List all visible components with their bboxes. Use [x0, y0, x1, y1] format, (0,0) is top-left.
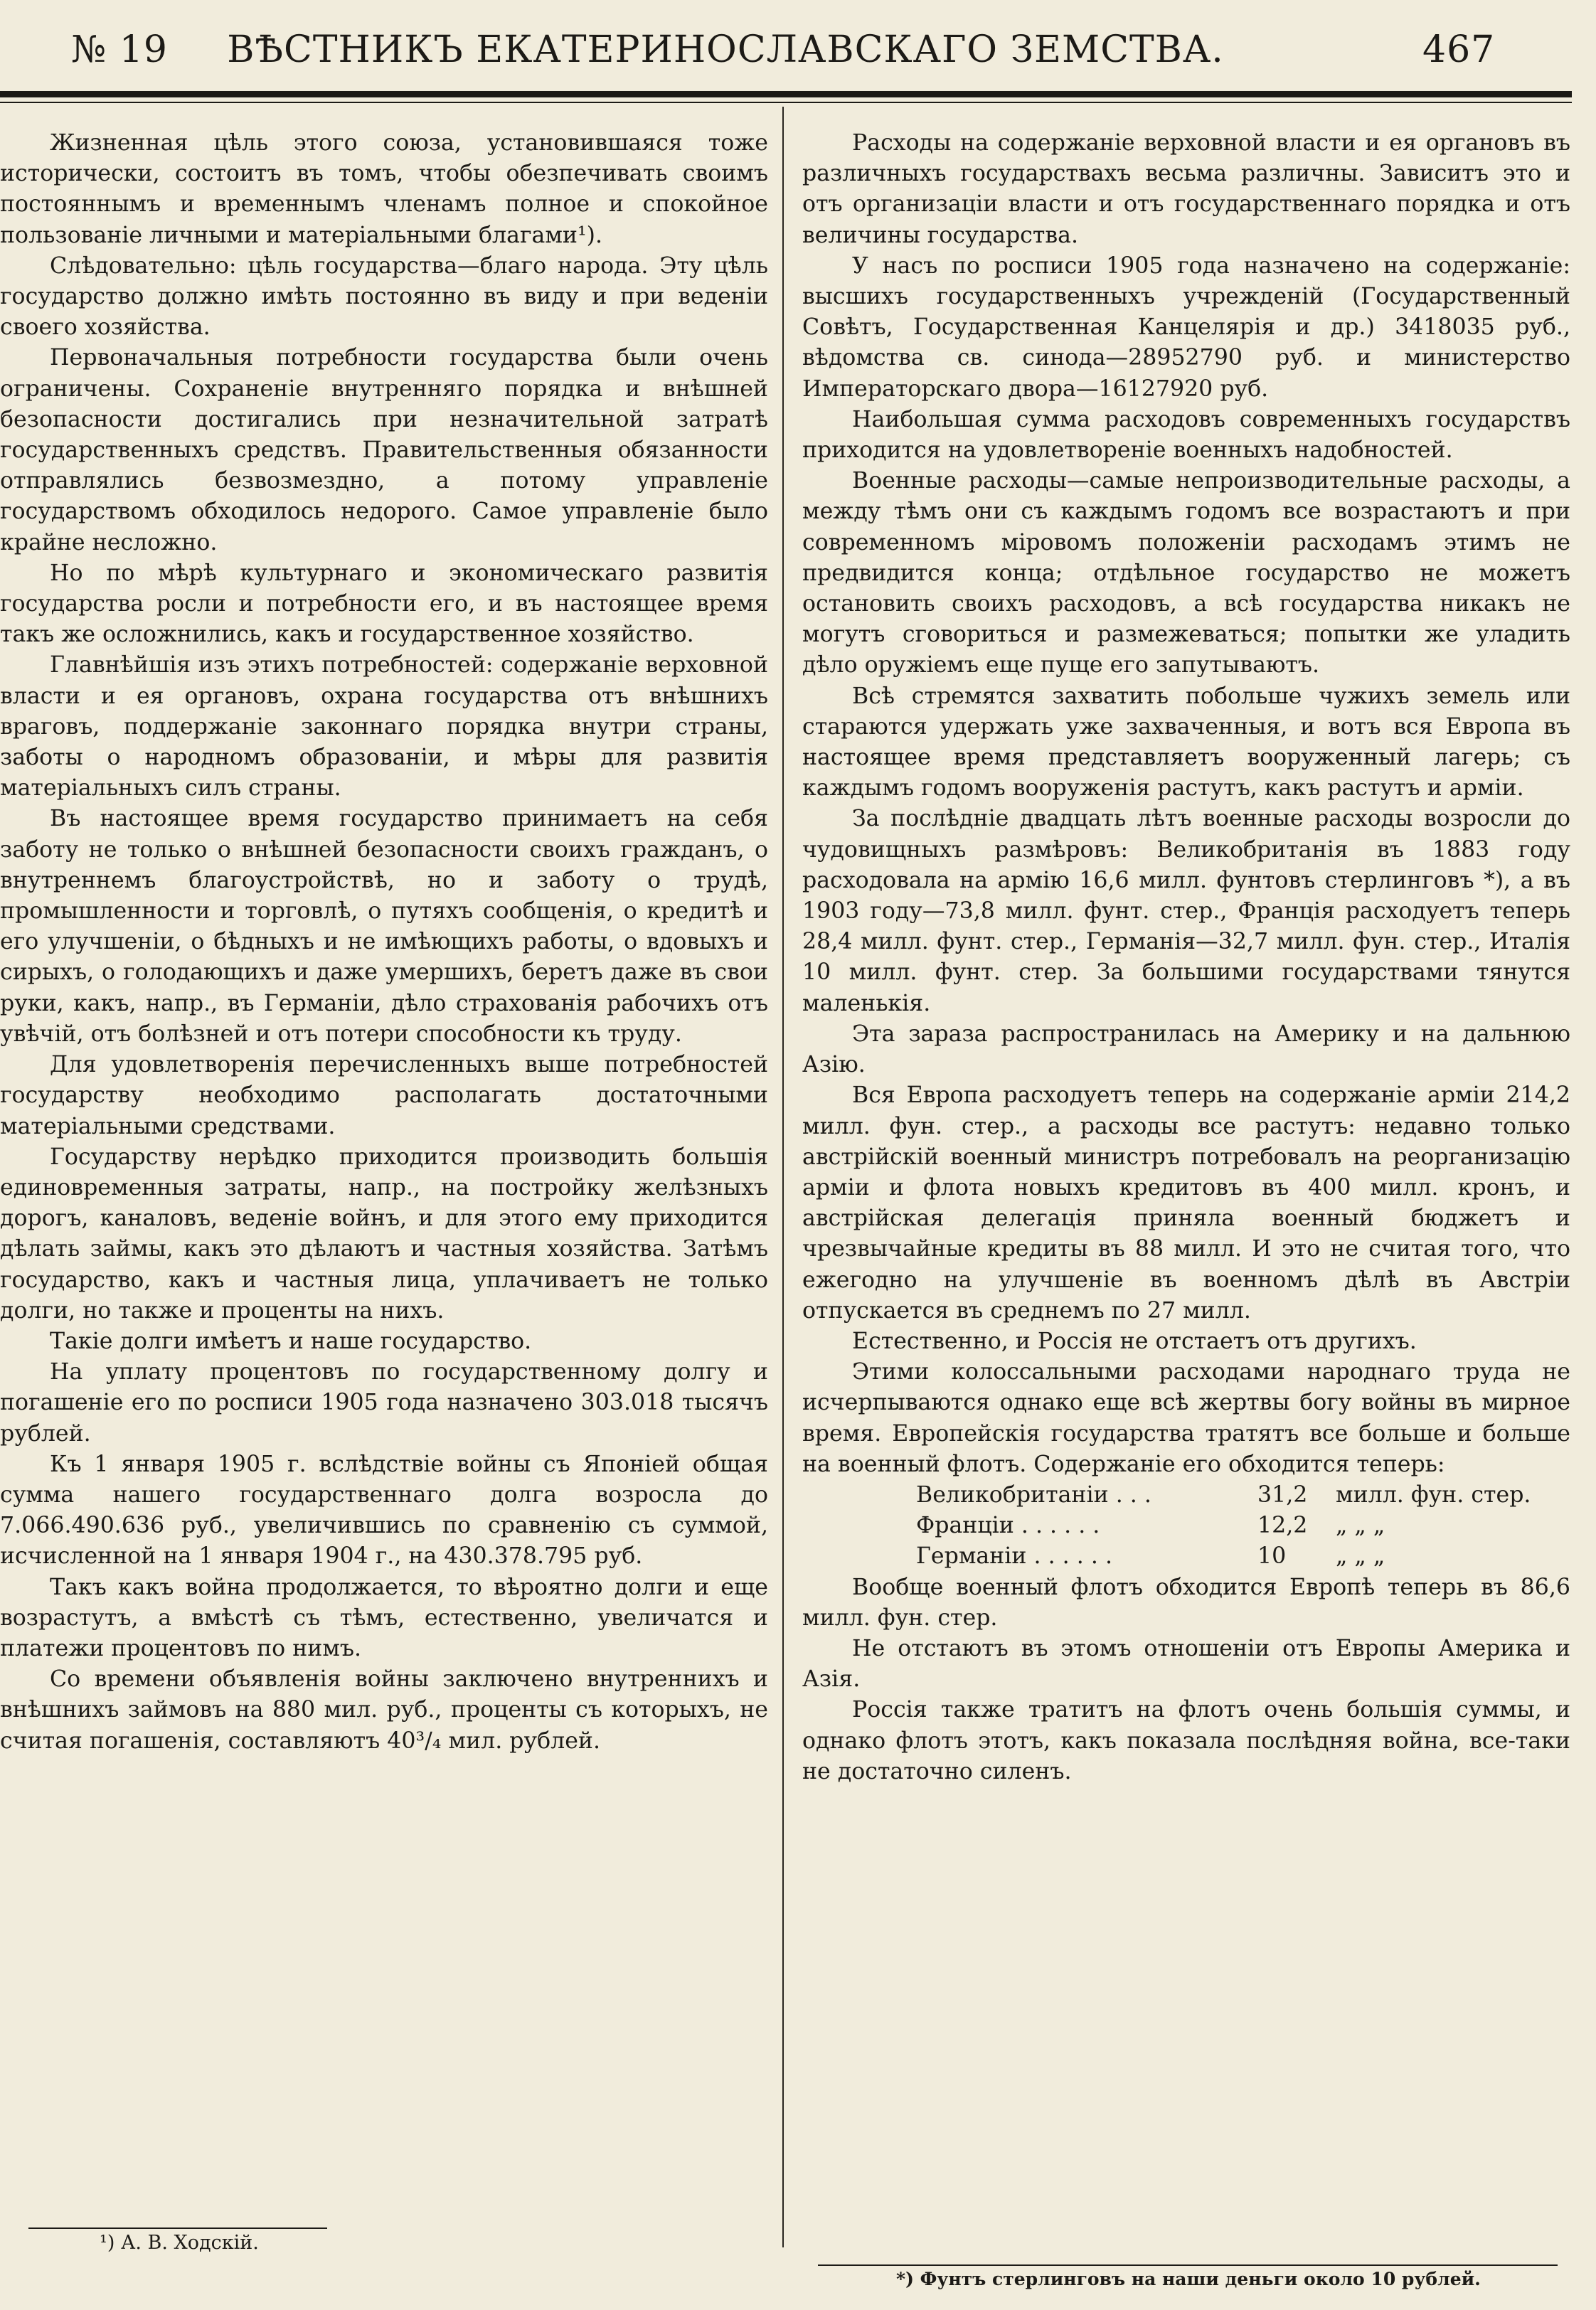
fleet-unit: милл. фун. стер.: [1336, 1481, 1531, 1508]
paragraph: Первоначальныя потребности государства были очень ограничены. Сохраненіе внутренняго порядка и внѣшней безопасности достигались при незначительной затратѣ государственныхъ средствъ. Правительственныя обязанности отправлялись безвозмездно, а потому управленіе государствомъ обходилось недорого. Самое управленіе было крайне несложно.: [0, 345, 768, 555]
paragraph: Вся Европа расходуетъ теперь на содержаніе арміи 214,2 милл. фун. стер., а расходы все растутъ: недавно только австрійскій военный министръ потребовалъ на реорганизацію арміи и флота новыхъ кредитовъ въ 400 милл. кронъ, и австрійская делегація приняла военный бюджетъ и чрезвычайные кредиты въ 88 милл. И это не считая того, что ежегодно на улучшеніе въ военномъ дѣлѣ въ Австріи отпускается въ среднемъ по 27 милл.: [802, 1082, 1570, 1324]
paragraph: Наибольшая сумма расходовъ современныхъ государствъ приходится на удовлетвореніе военныхъ надобностей.: [802, 406, 1570, 464]
issue-number: № 19: [71, 28, 168, 71]
fleet-expense-table: [802, 1480, 1570, 1572]
paragraph: Въ настоящее время государство принимаетъ на себя заботу не только о внѣшней безопасности своихъ гражданъ, о внутреннемъ благоустройствѣ, но и заботу о трудѣ, промышленности и торговлѣ, о путяхъ сообщенія, о кредитѣ и его улучшеніи, о бѣдныхъ и не имѣющихъ работы, о вдовыхъ и сирыхъ, о голодающихъ и даже умершихъ, беретъ даже въ свои руки, какъ, напр., въ Германіи, дѣло страхованія рабочихъ отъ увѣчій, отъ болѣзней и отъ потери способности къ труду.: [0, 806, 768, 1047]
page-number: 467: [1422, 28, 1496, 71]
footnote-right: *) Фунтъ стерлинговъ на наши деньги около 10 рублей.: [896, 2269, 1481, 2289]
fleet-unit: „ „ „: [1336, 1543, 1385, 1570]
fleet-value: 31,2: [1257, 1481, 1308, 1508]
paragraph: Россія также тратитъ на флотъ очень большія суммы, и однако флотъ этотъ, какъ показала послѣдняя война, все-таки не достаточно силенъ.: [802, 1697, 1570, 1784]
paragraph: Такъ какъ война продолжается, то вѣроятно долги и еще возрастутъ, а вмѣстѣ съ тѣмъ, естественно, увеличатся и платежи процентовъ по нимъ.: [0, 1574, 768, 1661]
paragraph: Такіе долги имѣетъ и наше государство.: [50, 1328, 532, 1354]
page-header: [0, 0, 1596, 89]
paragraph: Эта зараза распространилась на Америку и на дальнюю Азію.: [802, 1021, 1570, 1078]
table-row: [916, 1480, 1570, 1511]
paragraph: Къ 1 января 1905 г. вслѣдствіе войны съ Японіей общая сумма нашего государственнаго долга возросла до 7.066.490.636 руб., увеличившись по сравненію съ суммой, исчисленной на 1 января 1904 г., на 430.378.795 руб.: [0, 1451, 768, 1570]
paragraph: Государству нерѣдко приходится производить большія единовременныя затраты, напр., на постройку желѣзныхъ дорогъ, каналовъ, веденіе войнъ, и для этого ему приходится дѣлать займы, какъ это дѣлаютъ и частныя хозяйства. Затѣмъ государство, какъ и частныя лица, уплачиваетъ не только долги, но также и проценты на нихъ.: [0, 1144, 768, 1324]
header-rule-thin: [0, 102, 1572, 103]
paragraph: Но по мѣрѣ культурнаго и экономическаго развитія государства росли и потребности его, и въ настоящее время такъ же осложнились, какъ и государственное хозяйство.: [0, 560, 768, 648]
paragraph: Для удовлетворенія перечисленныхъ выше потребностей государству необходимо располагать достаточными матеріальными средствами.: [0, 1052, 768, 1139]
right-column: [802, 128, 1570, 1787]
journal-title: ВѢСТНИКЪ ЕКАТЕРИНОСЛАВСКАГО ЗЕМСТВА.: [227, 28, 1224, 71]
paragraph: Главнѣйшія изъ этихъ потребностей: содержаніе верховной власти и ея органовъ, охрана государства отъ внѣшнихъ враговъ, поддержаніе законнаго порядка внутри страны, заботы о народномъ образованіи, и мѣры для развитія матеріальныхъ силъ страны.: [0, 652, 768, 802]
paragraph: Слѣдовательно: цѣль государства—благо народа. Эту цѣль государство должно имѣть постоянно въ виду и при веденіи своего хозяйства.: [0, 252, 768, 341]
left-column: [0, 128, 768, 1757]
paragraph: Этими колоссальными расходами народнаго труда не исчерпываются однако еще всѣ жертвы богу войны въ мирное время. Европейскія государства тратятъ все больше и больше на военный флотъ. Содержаніе его обходится теперь:: [802, 1359, 1570, 1477]
fleet-country: Франціи . . . . . .: [916, 1513, 1100, 1539]
paragraph: Военные расходы—самые непроизводительные расходы, а между тѣмъ они съ каждымъ годомъ все возрастаютъ и при современномъ міровомъ положеніи расходамъ этимъ не предвидится конца; отдѣльное государство не можетъ остановить своихъ расходовъ, а всѣ государства никакъ не могутъ сговориться и размежеваться; попытки же уладить дѣло оружіемъ еще пуще его запутываютъ.: [802, 468, 1570, 678]
fleet-value: 12,2: [1257, 1513, 1308, 1539]
table-row: [916, 1541, 1570, 1572]
fleet-value: 10: [1257, 1543, 1287, 1570]
paragraph: Со времени объявленія войны заключено внутреннихъ и внѣшнихъ займовъ на 880 мил. руб., проценты съ которыхъ, не считая погашенія, составляютъ 40³/₄ мил. рублей.: [0, 1666, 768, 1754]
paragraph: На уплату процентовъ по государственному долгу и погашеніе его по росписи 1905 года назначено 303.018 тысячъ рублей.: [0, 1359, 768, 1447]
footnote-rule-left: [28, 2228, 327, 2229]
paragraph: Жизненная цѣль этого союза, установившаяся тоже исторически, состоитъ въ томъ, чтобы обезпечивать своимъ постояннымъ и временнымъ членамъ полное и спокойное пользованіе личными и матеріальными благами¹).: [0, 130, 768, 248]
footnote-rule-right: [818, 2264, 1558, 2266]
fleet-country: Великобританіи . . .: [916, 1481, 1151, 1508]
paragraph: У насъ по росписи 1905 года назначено на содержаніе: высшихъ государственныхъ учрежденій (Государственный Совѣтъ, Государственная Канцелярія и др.) 3418035 руб., вѣдомства св. синода—28952790 руб. и министерство Императорскаго двора—16127920 руб.: [802, 252, 1570, 402]
fleet-country: Германіи . . . . . .: [916, 1543, 1112, 1570]
column-divider: [782, 107, 784, 2247]
right-column-text-a: [802, 128, 1570, 1480]
paragraph: Всѣ стремятся захватить побольше чужихъ земель или стараются удержать уже захваченныя, и вотъ вся Европа въ настоящее время представляетъ вооруженный лагерь; съ каждымъ годомъ вооруженія растутъ, какъ растутъ и арміи.: [802, 683, 1570, 802]
paragraph: Расходы на содержаніе верховной власти и ея органовъ въ различныхъ государствахъ весьма различны. Зависитъ это и отъ организаціи власти и отъ государственнаго порядка и отъ величины государства.: [802, 130, 1570, 248]
fleet-unit: „ „ „: [1336, 1513, 1385, 1539]
table-row: [916, 1511, 1570, 1541]
paragraph: Естественно, и Россія не отстаетъ отъ другихъ.: [852, 1328, 1417, 1354]
header-rule-thick: [0, 91, 1572, 97]
right-column-text-b: [802, 1572, 1570, 1787]
paragraph: За послѣдніе двадцать лѣтъ военные расходы возросли до чудовищныхъ размѣровъ: Великобританія въ 1883 году расходовала на армію 16,6 милл. фунтовъ стерлинговъ *), а въ 1903 году—73,8 милл. фунт. стер., Франція расходуетъ теперь 28,4 милл. фунт. стер., Германія—32,7 милл. фун. стер., Италія 10 милл. фунт. стер. За большими государствами тянутся маленькія.: [802, 806, 1570, 1016]
paragraph: Вообще военный флотъ обходится Европѣ теперь въ 86,6 милл. фун. стер.: [802, 1574, 1570, 1631]
footnote-left: ¹) А. В. Ходскій.: [100, 2232, 259, 2254]
paragraph: Не отстаютъ въ этомъ отношеніи отъ Европы Америка и Азія.: [802, 1635, 1570, 1693]
